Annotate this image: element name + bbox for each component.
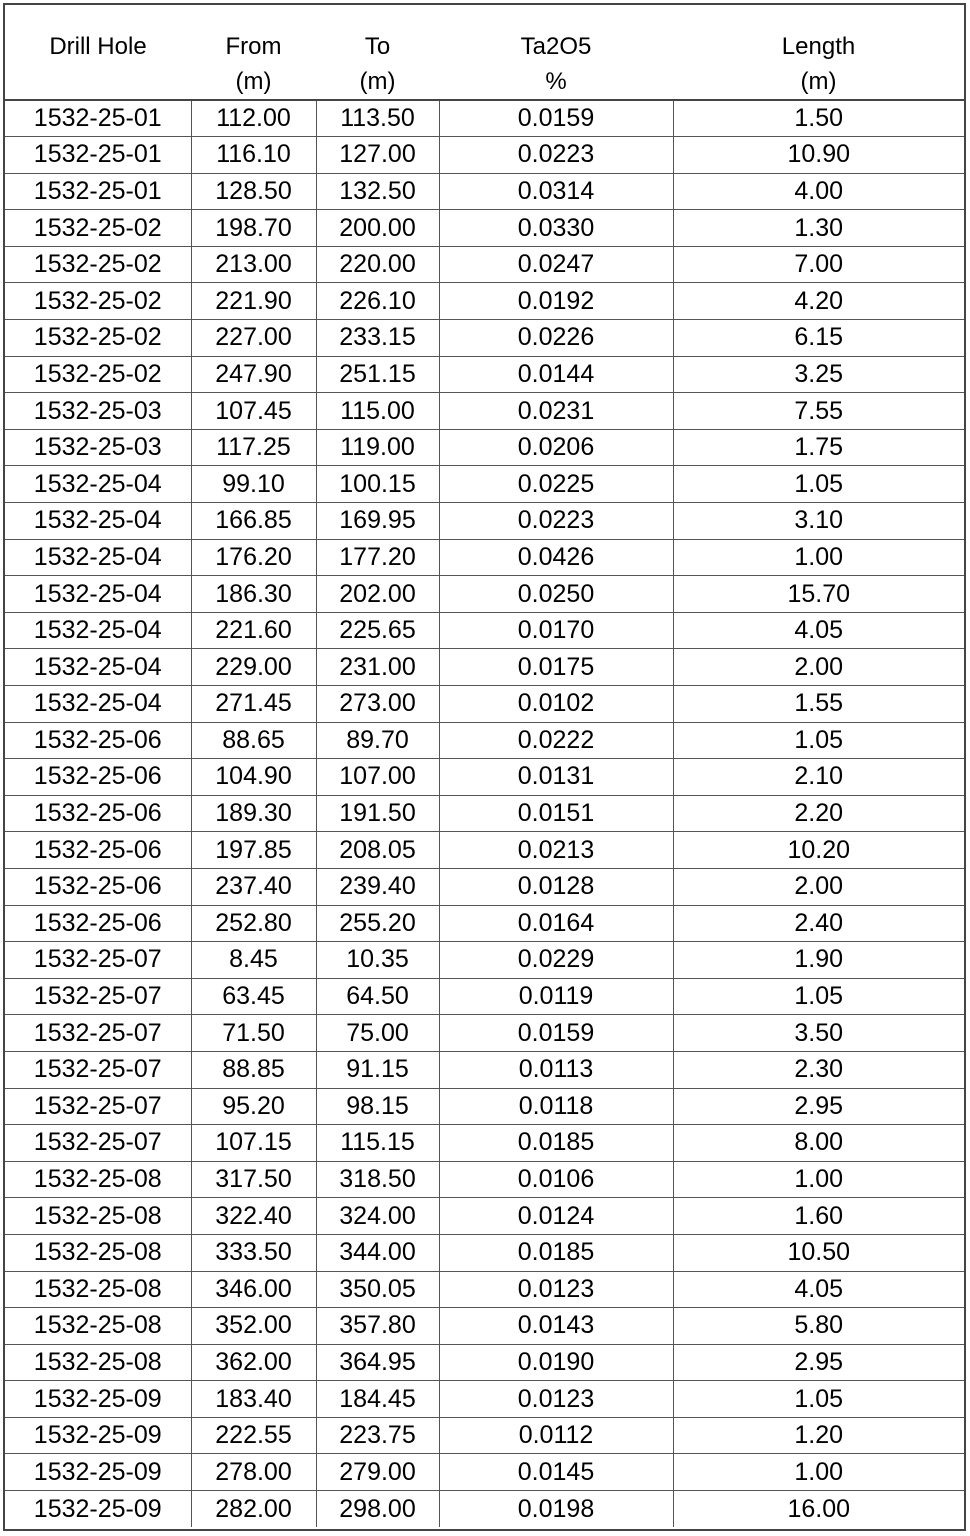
- cell-length: 1.05: [673, 722, 964, 759]
- cell-ta2o5: 0.0102: [439, 686, 673, 723]
- cell-length: 2.95: [673, 1088, 964, 1125]
- table-row: [5, 283, 964, 320]
- table-row: [5, 1417, 964, 1454]
- cell-drill-hole: 1532-25-08: [5, 1271, 191, 1308]
- cell-from: 346.00: [191, 1271, 316, 1308]
- cell-ta2o5: 0.0159: [439, 100, 673, 137]
- cell-length: 2.40: [673, 905, 964, 942]
- cell-ta2o5: 0.0198: [439, 1491, 673, 1528]
- cell-to: 202.00: [316, 576, 439, 613]
- cell-drill-hole: 1532-25-01: [33, 104, 162, 133]
- cell-from: 117.25: [191, 429, 316, 466]
- header-from-line1: From: [225, 33, 282, 60]
- cell-length: 7.55: [673, 393, 964, 430]
- cell-from: 227.00: [191, 320, 316, 357]
- cell-length: 1.05: [673, 466, 964, 503]
- cell-from: 186.30: [191, 576, 316, 613]
- cell-length: 4.00: [673, 173, 964, 210]
- table-row: [5, 759, 964, 796]
- header-to: [316, 5, 439, 100]
- table-row: [5, 1234, 964, 1271]
- cell-drill-hole: 1532-25-01: [5, 137, 191, 174]
- cell-from: 237.40: [191, 868, 316, 905]
- cell-ta2o5: 0.0145: [439, 1454, 673, 1491]
- cell-from: 282.00: [191, 1491, 316, 1528]
- table-row: [5, 1381, 964, 1418]
- cell-length: 2.00: [673, 868, 964, 905]
- table-row: [5, 137, 964, 174]
- cell-length: 8.00: [673, 1125, 964, 1162]
- cell-ta2o5: 0.0426: [439, 539, 673, 576]
- cell-to: 64.50: [316, 978, 439, 1015]
- cell-from: 222.55: [191, 1417, 316, 1454]
- header-row: [5, 5, 964, 100]
- cell-from: 317.50: [191, 1161, 316, 1198]
- cell-from: 107.45: [191, 393, 316, 430]
- header-ta2o5-line2: %: [545, 68, 567, 95]
- cell-ta2o5: 0.0190: [439, 1344, 673, 1381]
- cell-drill-hole: 1532-25-02: [5, 320, 191, 357]
- cell-from: 198.70: [191, 210, 316, 247]
- cell-drill-hole: 1532-25-07: [5, 1051, 191, 1088]
- cell-drill-hole: 1532-25-03: [5, 429, 191, 466]
- cell-to: 98.15: [316, 1088, 439, 1125]
- cell-to: 89.70: [316, 722, 439, 759]
- cell-ta2o5: 0.0144: [439, 356, 673, 393]
- cell-drill-hole: 1532-25-01: [5, 173, 191, 210]
- cell-to: 113.50: [316, 100, 439, 137]
- header-ta2o5: [439, 5, 673, 100]
- table-header: [5, 5, 964, 100]
- cell-ta2o5: 0.0247: [439, 246, 673, 283]
- cell-ta2o5: 0.0123: [439, 1271, 673, 1308]
- header-from: [191, 5, 316, 100]
- cell-drill-hole: 1532-25-06: [5, 759, 191, 796]
- table-row: [5, 1344, 964, 1381]
- cell-ta2o5: 0.0185: [439, 1125, 673, 1162]
- cell-from: 128.50: [191, 173, 316, 210]
- cell-drill-hole: 1532-25-04: [5, 466, 191, 503]
- cell-to: 279.00: [316, 1454, 439, 1491]
- cell-drill-hole: 1532-25-06: [5, 722, 191, 759]
- cell-ta2o5: 0.0213: [439, 832, 673, 869]
- cell-drill-hole: 1532-25-09: [5, 1381, 191, 1418]
- cell-ta2o5: 0.0175: [439, 649, 673, 686]
- cell-drill-hole: 1532-25-07: [5, 978, 191, 1015]
- cell-drill-hole: 1532-25-04: [5, 649, 191, 686]
- cell-to: 239.40: [316, 868, 439, 905]
- table-row: [5, 1051, 964, 1088]
- cell-length: 4.05: [673, 612, 964, 649]
- cell-length: 3.50: [673, 1015, 964, 1052]
- cell-to: 223.75: [316, 1417, 439, 1454]
- table-row: [5, 978, 964, 1015]
- table-row: [5, 210, 964, 247]
- cell-length: 4.05: [673, 1271, 964, 1308]
- table-row: [5, 173, 964, 210]
- cell-length: 2.95: [673, 1344, 964, 1381]
- cell-ta2o5: 0.0231: [439, 393, 673, 430]
- cell-drill-hole: 1532-25-09: [5, 1454, 191, 1491]
- cell-length: 3.25: [673, 356, 964, 393]
- cell-length: 2.20: [673, 795, 964, 832]
- table-row: [5, 246, 964, 283]
- cell-length: 1.60: [673, 1198, 964, 1235]
- cell-to: 225.65: [316, 612, 439, 649]
- cell-ta2o5: 0.0225: [439, 466, 673, 503]
- table-row: [5, 1088, 964, 1125]
- header-to-line2: (m): [359, 68, 396, 95]
- cell-from: 271.45: [191, 686, 316, 723]
- cell-to: 233.15: [316, 320, 439, 357]
- cell-length: 10.50: [673, 1234, 964, 1271]
- cell-to: 127.00: [316, 137, 439, 174]
- cell-ta2o5: 0.0131: [439, 759, 673, 796]
- cell-ta2o5: 0.0192: [439, 283, 673, 320]
- cell-to: 208.05: [316, 832, 439, 869]
- cell-from: 88.85: [191, 1051, 316, 1088]
- cell-from: 229.00: [191, 649, 316, 686]
- cell-length: 1.05: [673, 978, 964, 1015]
- cell-from: 63.45: [191, 978, 316, 1015]
- cell-from: 112.00: [191, 100, 316, 137]
- table-row: [5, 795, 964, 832]
- cell-from: 221.90: [191, 283, 316, 320]
- cell-from: 88.65: [191, 722, 316, 759]
- cell-length: 1.00: [673, 1161, 964, 1198]
- cell-drill-hole: 1532-25-06: [5, 795, 191, 832]
- header-length-line2: (m): [800, 68, 837, 95]
- table-row: [5, 429, 964, 466]
- cell-drill-hole: 1532-25-07: [5, 1015, 191, 1052]
- table-row: [5, 1198, 964, 1235]
- cell-drill-hole: 1532-25-03: [5, 393, 191, 430]
- cell-ta2o5: 0.0123: [439, 1381, 673, 1418]
- cell-from: 213.00: [191, 246, 316, 283]
- cell-ta2o5: 0.0222: [439, 722, 673, 759]
- cell-from: 183.40: [191, 1381, 316, 1418]
- table-row: [5, 868, 964, 905]
- table-row: [5, 466, 964, 503]
- cell-drill-hole: 1532-25-02: [5, 283, 191, 320]
- cell-to: 344.00: [316, 1234, 439, 1271]
- cell-drill-hole: 1532-25-08: [5, 1198, 191, 1235]
- cell-drill-hole: 1532-25-09: [5, 1417, 191, 1454]
- cell-ta2o5: 0.0151: [439, 795, 673, 832]
- cell-from: 322.40: [191, 1198, 316, 1235]
- table-body: [5, 100, 964, 1527]
- cell-from: 166.85: [191, 503, 316, 540]
- cell-to: 184.45: [316, 1381, 439, 1418]
- cell-length: 6.15: [673, 320, 964, 357]
- assay-results-table: [3, 3, 966, 1531]
- cell-length: 4.20: [673, 283, 964, 320]
- cell-ta2o5: 0.0185: [439, 1234, 673, 1271]
- cell-ta2o5: 0.0159: [439, 1015, 673, 1052]
- table-row: [5, 393, 964, 430]
- cell-drill-hole: 1532-25-07: [5, 942, 191, 979]
- cell-ta2o5: 0.0124: [439, 1198, 673, 1235]
- table-row: [5, 942, 964, 979]
- cell-drill-hole: 1532-25-04: [5, 503, 191, 540]
- cell-ta2o5: 0.0164: [439, 905, 673, 942]
- table-row: [5, 356, 964, 393]
- cell-ta2o5: 0.0118: [439, 1088, 673, 1125]
- cell-length: 16.00: [673, 1491, 964, 1528]
- cell-from: 8.45: [191, 942, 316, 979]
- table-row: [5, 686, 964, 723]
- cell-ta2o5: 0.0223: [439, 137, 673, 174]
- cell-to: 115.15: [316, 1125, 439, 1162]
- cell-drill-hole: 1532-25-08: [5, 1308, 191, 1345]
- cell-from: 278.00: [191, 1454, 316, 1491]
- table-row: [5, 1161, 964, 1198]
- cell-length: 1.00: [673, 1454, 964, 1491]
- cell-drill-hole: 1532-25-08: [5, 1344, 191, 1381]
- cell-length: 1.55: [673, 686, 964, 723]
- header-ta2o5-line1: Ta2O5: [520, 33, 592, 60]
- cell-ta2o5: 0.0250: [439, 576, 673, 613]
- table-row: [5, 320, 964, 357]
- table-row: [5, 1308, 964, 1345]
- header-drill-hole-line1: Drill Hole: [49, 33, 147, 60]
- cell-drill-hole: 1532-25-06: [5, 868, 191, 905]
- table-row: [5, 1491, 964, 1528]
- cell-ta2o5: 0.0112: [439, 1417, 673, 1454]
- cell-ta2o5: 0.0223: [439, 503, 673, 540]
- cell-drill-hole: 1532-25-02: [5, 356, 191, 393]
- cell-to: 10.35: [316, 942, 439, 979]
- cell-length: 1.05: [673, 1381, 964, 1418]
- cell-drill-hole: 1532-25-06: [5, 905, 191, 942]
- table-row: [5, 905, 964, 942]
- cell-drill-hole: 1532-25-07: [5, 1088, 191, 1125]
- header-to-line1: To: [364, 33, 391, 60]
- table-row: [5, 503, 964, 540]
- cell-drill-hole: 1532-25-06: [5, 832, 191, 869]
- cell-from: 104.90: [191, 759, 316, 796]
- cell-to: 350.05: [316, 1271, 439, 1308]
- cell-length: 1.30: [673, 210, 964, 247]
- cell-to: 298.00: [316, 1491, 439, 1528]
- cell-ta2o5: 0.0143: [439, 1308, 673, 1345]
- cell-to: 273.00: [316, 686, 439, 723]
- cell-to: 200.00: [316, 210, 439, 247]
- cell-from: 247.90: [191, 356, 316, 393]
- table-row: [5, 539, 964, 576]
- cell-from: 333.50: [191, 1234, 316, 1271]
- table-row: [5, 722, 964, 759]
- cell-from: 189.30: [191, 795, 316, 832]
- table-row: [5, 576, 964, 613]
- table-row: [5, 832, 964, 869]
- table-row: [5, 1125, 964, 1162]
- cell-drill-hole: 1532-25-04: [5, 539, 191, 576]
- cell-to: 75.00: [316, 1015, 439, 1052]
- cell-drill-hole: 1532-25-04: [5, 612, 191, 649]
- cell-ta2o5: 0.0226: [439, 320, 673, 357]
- cell-drill-hole: 1532-25-04: [5, 686, 191, 723]
- cell-from: 107.15: [191, 1125, 316, 1162]
- cell-to: 119.00: [316, 429, 439, 466]
- cell-ta2o5: 0.0119: [439, 978, 673, 1015]
- cell-from: 197.85: [191, 832, 316, 869]
- cell-drill-hole: 1532-25-02: [5, 210, 191, 247]
- cell-ta2o5: 0.0314: [439, 173, 673, 210]
- cell-to: 324.00: [316, 1198, 439, 1235]
- cell-to: 91.15: [316, 1051, 439, 1088]
- table-row: [5, 1015, 964, 1052]
- cell-drill-hole: 1532-25-04: [5, 576, 191, 613]
- cell-to: 318.50: [316, 1161, 439, 1198]
- cell-drill-hole: 1532-25-07: [5, 1125, 191, 1162]
- cell-to: 220.00: [316, 246, 439, 283]
- cell-to: 115.00: [316, 393, 439, 430]
- cell-length: 1.00: [673, 539, 964, 576]
- cell-to: 169.95: [316, 503, 439, 540]
- cell-from: 99.10: [191, 466, 316, 503]
- cell-from: 71.50: [191, 1015, 316, 1052]
- cell-ta2o5: 0.0113: [439, 1051, 673, 1088]
- cell-ta2o5: 0.0229: [439, 942, 673, 979]
- cell-length: 10.90: [673, 137, 964, 174]
- cell-to: 226.10: [316, 283, 439, 320]
- cell-drill-hole: 1532-25-09: [5, 1491, 191, 1528]
- cell-length: 7.00: [673, 246, 964, 283]
- cell-to: 231.00: [316, 649, 439, 686]
- header-length-line1: Length: [781, 33, 856, 60]
- cell-to: 191.50: [316, 795, 439, 832]
- cell-to: 100.15: [316, 466, 439, 503]
- cell-to: 177.20: [316, 539, 439, 576]
- header-length: [673, 5, 964, 100]
- cell-drill-hole: 1532-25-08: [5, 1161, 191, 1198]
- cell-length: 1.75: [673, 429, 964, 466]
- table-row: [5, 612, 964, 649]
- cell-ta2o5: 0.0330: [439, 210, 673, 247]
- cell-ta2o5: 0.0106: [439, 1161, 673, 1198]
- cell-length: 2.00: [673, 649, 964, 686]
- cell-ta2o5: 0.0206: [439, 429, 673, 466]
- cell-from: 176.20: [191, 539, 316, 576]
- table-row: [5, 1271, 964, 1308]
- cell-to: 251.15: [316, 356, 439, 393]
- cell-from: 116.10: [191, 137, 316, 174]
- cell-length: 15.70: [673, 576, 964, 613]
- cell-to: 132.50: [316, 173, 439, 210]
- cell-length: 2.30: [673, 1051, 964, 1088]
- cell-to: 364.95: [316, 1344, 439, 1381]
- cell-drill-hole: 1532-25-08: [5, 1234, 191, 1271]
- cell-length: 3.10: [673, 503, 964, 540]
- cell-length: 1.20: [673, 1417, 964, 1454]
- table-row: [5, 649, 964, 686]
- cell-from: 252.80: [191, 905, 316, 942]
- cell-length: 5.80: [673, 1308, 964, 1345]
- table-row: [5, 100, 964, 137]
- cell-length: 10.20: [673, 832, 964, 869]
- cell-drill-hole: 1532-25-02: [5, 246, 191, 283]
- cell-length: 1.50: [673, 100, 964, 137]
- cell-length: 2.10: [673, 759, 964, 796]
- cell-from: 221.60: [191, 612, 316, 649]
- cell-ta2o5: 0.0128: [439, 868, 673, 905]
- cell-to: 357.80: [316, 1308, 439, 1345]
- cell-to: 107.00: [316, 759, 439, 796]
- header-from-line2: (m): [235, 68, 272, 95]
- cell-from: 362.00: [191, 1344, 316, 1381]
- table-row: [5, 1454, 964, 1491]
- header-drill-hole: [5, 5, 191, 100]
- cell-ta2o5: 0.0170: [439, 612, 673, 649]
- cell-from: 352.00: [191, 1308, 316, 1345]
- cell-from: 95.20: [191, 1088, 316, 1125]
- cell-to: 255.20: [316, 905, 439, 942]
- cell-length: 1.90: [673, 942, 964, 979]
